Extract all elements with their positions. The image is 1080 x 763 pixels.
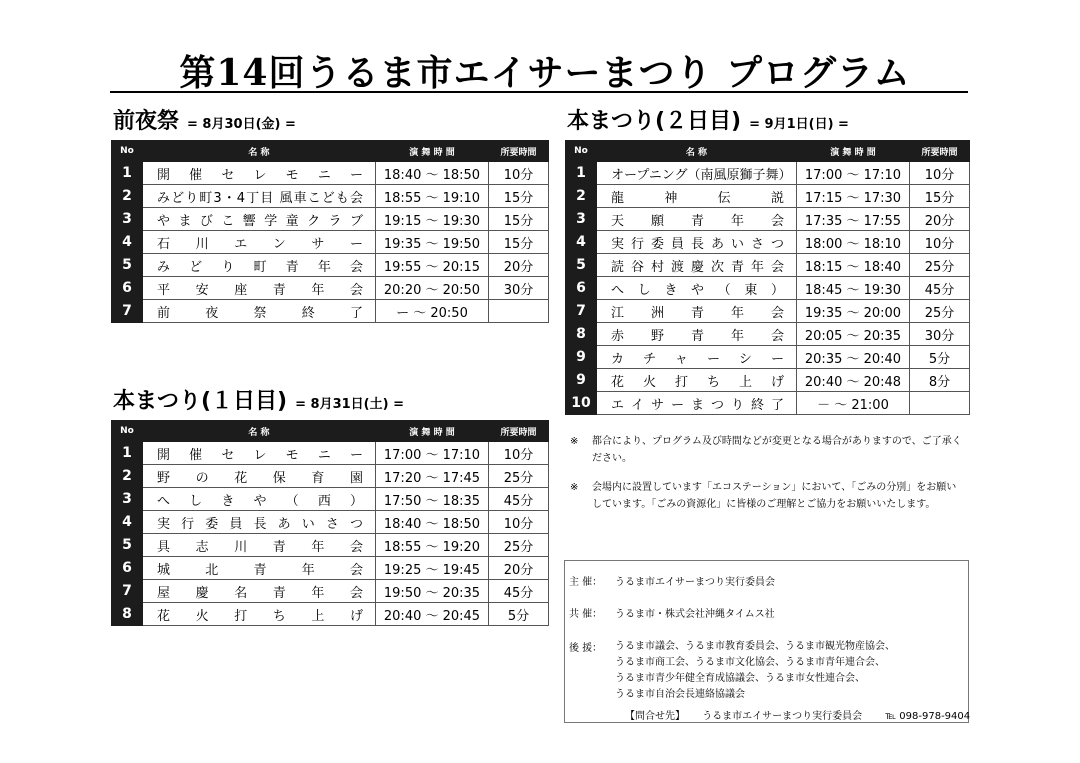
table-row <box>112 603 549 626</box>
duration: 20分 <box>489 557 549 580</box>
program-table-eve <box>111 140 549 323</box>
performance-time: 19:50 ～ 20:35 <box>376 580 489 603</box>
performer-name: 城北青年会 <box>143 557 376 580</box>
duration: 25分 <box>489 465 549 488</box>
duration: 10分 <box>910 231 970 254</box>
contact-label: 【問合せ先】 <box>625 711 685 722</box>
duration: 5分 <box>910 346 970 369</box>
table-row <box>112 488 549 511</box>
duration: 10分 <box>489 442 549 465</box>
sponsor-info-box <box>564 560 969 723</box>
performance-time: 17:00 ～ 17:10 <box>376 442 489 465</box>
note-mark: ※ <box>570 482 579 493</box>
duration: 30分 <box>489 277 549 300</box>
performance-time: 19:35 ～ 20:00 <box>797 300 910 323</box>
performer-name: やまびこ響学童クラブ <box>143 208 376 231</box>
section-date: = 9月1日(日) = <box>749 117 849 132</box>
row-number: 1 <box>112 162 143 185</box>
organizer-value: うるま市エイサーまつり実行委員会 <box>615 577 775 588</box>
performance-time: 18:00 ～ 18:10 <box>797 231 910 254</box>
duration: 20分 <box>910 208 970 231</box>
performer-name: 天願青年会 <box>597 208 797 231</box>
section-date: = 8月31日(土) = <box>295 397 404 412</box>
duration: 45分 <box>489 488 549 511</box>
row-number: 8 <box>566 323 597 346</box>
duration: 15分 <box>489 185 549 208</box>
performance-time: 17:50 ～ 18:35 <box>376 488 489 511</box>
row-number: 2 <box>112 185 143 208</box>
duration: 10分 <box>489 162 549 185</box>
page-title: 第14回うるま市エイサーまつり プログラム <box>179 52 911 94</box>
table-row <box>112 511 549 534</box>
row-number: 7 <box>566 300 597 323</box>
performer-name: エイサーまつり終了 <box>597 392 797 415</box>
row-number: 9 <box>566 369 597 392</box>
table-row <box>112 300 549 323</box>
row-number: 8 <box>112 603 143 626</box>
table-row <box>566 300 970 323</box>
duration: 30分 <box>910 323 970 346</box>
performance-time: 20:35 ～ 20:40 <box>797 346 910 369</box>
duration: 25分 <box>489 534 549 557</box>
support-line: うるま市青少年健全育成協議会、うるま市女性連合会、 <box>615 673 865 684</box>
performer-name: カチャーシー <box>597 346 797 369</box>
contact-org: うるま市エイサーまつり実行委員会 <box>702 711 863 722</box>
duration: 45分 <box>910 277 970 300</box>
organizer-label: 主 催： <box>569 577 603 588</box>
performance-time: 18:40 ～ 18:50 <box>376 511 489 534</box>
performance-time: 19:25 ～ 19:45 <box>376 557 489 580</box>
performer-name: みどり町青年会 <box>143 254 376 277</box>
table-row <box>112 277 549 300</box>
table-row <box>112 231 549 254</box>
performance-time: 18:55 ～ 19:10 <box>376 185 489 208</box>
support-line: うるま市自治会長連絡協議会 <box>615 689 745 700</box>
performance-time: 17:15 ～ 17:30 <box>797 185 910 208</box>
duration: 15分 <box>489 231 549 254</box>
row-number: 4 <box>112 511 143 534</box>
title-underline <box>110 91 968 93</box>
performer-name: 前夜祭終了 <box>143 300 376 323</box>
table-row <box>566 346 970 369</box>
table-row <box>112 208 549 231</box>
performance-time: 19:15 ～ 19:30 <box>376 208 489 231</box>
duration: 5分 <box>489 603 549 626</box>
table-row <box>566 392 970 415</box>
column-header-no: No <box>112 421 143 442</box>
performer-name: 読谷村渡慶次青年会 <box>597 254 797 277</box>
section-title: 本まつり(２日目) <box>567 109 742 134</box>
duration: 45分 <box>489 580 549 603</box>
performer-name: 開催セレモニー <box>143 442 376 465</box>
table-row <box>566 277 970 300</box>
row-number: 3 <box>112 488 143 511</box>
row-number: 2 <box>112 465 143 488</box>
performance-time: ー ～ 20:50 <box>376 300 489 323</box>
note-text: 会場内に設置しています「エコステーション」において、「ごみの分別」をお願いしています。「ごみの資源化」に皆様のご理解とご協力をお願いいたします。 <box>592 482 957 510</box>
performance-time: 20:40 ～ 20:48 <box>797 369 910 392</box>
row-number: 5 <box>112 254 143 277</box>
duration <box>910 392 970 415</box>
duration: 8分 <box>910 369 970 392</box>
table-header-row <box>566 141 970 162</box>
row-number: 3 <box>566 208 597 231</box>
section-title: 前夜祭 <box>113 109 180 134</box>
duration <box>489 300 549 323</box>
table-row <box>112 442 549 465</box>
table-header-row <box>112 421 549 442</box>
duration: 25分 <box>910 300 970 323</box>
row-number: 5 <box>566 254 597 277</box>
column-header-name: 名 称 <box>143 421 376 442</box>
performer-name: 赤野青年会 <box>597 323 797 346</box>
row-number: 6 <box>566 277 597 300</box>
column-header-name: 名 称 <box>143 141 376 162</box>
table-row <box>112 162 549 185</box>
support-list <box>615 639 895 703</box>
duration: 10分 <box>489 511 549 534</box>
performance-time: 20:05 ～ 20:35 <box>797 323 910 346</box>
performance-time: 18:45 ～ 19:30 <box>797 277 910 300</box>
row-number: 4 <box>112 231 143 254</box>
table-row <box>566 231 970 254</box>
performance-time: － ～ 21:00 <box>797 392 910 415</box>
organizer-row <box>569 573 775 588</box>
performer-name: 江洲青年会 <box>597 300 797 323</box>
program-table-day1 <box>111 420 549 626</box>
performance-time: 18:40 ～ 18:50 <box>376 162 489 185</box>
table-row <box>112 465 549 488</box>
performer-name: 屋慶名青年会 <box>143 580 376 603</box>
table-row <box>112 534 549 557</box>
column-header-dur: 所要時間 <box>910 141 970 162</box>
row-number: 1 <box>566 162 597 185</box>
performer-name: へしきや（西） <box>143 488 376 511</box>
performance-time: 20:20 ～ 20:50 <box>376 277 489 300</box>
duration: 15分 <box>910 185 970 208</box>
duration: 20分 <box>489 254 549 277</box>
row-number: 6 <box>112 557 143 580</box>
performer-name: 石川エンサー <box>143 231 376 254</box>
performer-name: 具志川青年会 <box>143 534 376 557</box>
table-header-row <box>112 141 549 162</box>
column-header-dur: 所要時間 <box>489 141 549 162</box>
performance-time: 17:20 ～ 17:45 <box>376 465 489 488</box>
section-heading-day1 <box>113 384 404 415</box>
row-number: 10 <box>566 392 597 415</box>
section-date: = 8月30日(金) = <box>187 117 296 132</box>
cohost-label: 共 催： <box>569 609 603 620</box>
performer-name: 実行委員長あいさつ <box>143 511 376 534</box>
table-row <box>566 208 970 231</box>
row-number: 2 <box>566 185 597 208</box>
table-row <box>566 185 970 208</box>
table-row <box>112 254 549 277</box>
cohost-value: うるま市・株式会社沖縄タイムス社 <box>615 609 775 620</box>
performance-time: 18:15 ～ 18:40 <box>797 254 910 277</box>
support-line: うるま市商工会、うるま市文化協会、うるま市青年連合会、 <box>615 657 885 668</box>
row-number: 3 <box>112 208 143 231</box>
section-heading-day2 <box>567 104 849 135</box>
performance-time: 19:35 ～ 19:50 <box>376 231 489 254</box>
note-item <box>570 479 965 513</box>
performer-name: 花火打ち上げ <box>143 603 376 626</box>
table-row <box>112 557 549 580</box>
row-number: 4 <box>566 231 597 254</box>
column-header-name: 名 称 <box>597 141 797 162</box>
column-header-no: No <box>566 141 597 162</box>
performance-time: 17:35 ～ 17:55 <box>797 208 910 231</box>
row-number: 7 <box>112 300 143 323</box>
contact-row <box>625 707 970 722</box>
performer-name: 野の花保育園 <box>143 465 376 488</box>
performance-time: 19:55 ～ 20:15 <box>376 254 489 277</box>
cohost-row <box>569 605 775 620</box>
column-header-dur: 所要時間 <box>489 421 549 442</box>
section-heading-eve <box>113 104 296 135</box>
note-item <box>570 433 965 467</box>
support-line: うるま市議会、うるま市教育委員会、うるま市観光物産協会、 <box>615 641 895 652</box>
duration: 15分 <box>489 208 549 231</box>
performer-name: 平安座青年会 <box>143 277 376 300</box>
table-row <box>112 580 549 603</box>
duration: 10分 <box>910 162 970 185</box>
note-mark: ※ <box>570 436 579 447</box>
table-row <box>566 254 970 277</box>
support-label: 後 援： <box>569 643 603 654</box>
contact-tel: ℡ 098-978-9404 <box>885 711 971 722</box>
table-row <box>566 162 970 185</box>
notes <box>570 433 965 525</box>
row-number: 5 <box>112 534 143 557</box>
performer-name: 実行委員長あいさつ <box>597 231 797 254</box>
row-number: 6 <box>112 277 143 300</box>
column-header-time: 演 舞 時 間 <box>376 141 489 162</box>
performer-name: 開催セレモニー <box>143 162 376 185</box>
performer-name: 花火打ち上げ <box>597 369 797 392</box>
performer-name: みどり町3・4丁目 風車こども会 <box>143 185 376 208</box>
table-row <box>566 323 970 346</box>
row-number: 7 <box>112 580 143 603</box>
row-number: 1 <box>112 442 143 465</box>
program-table-day2 <box>565 140 970 415</box>
performer-name: オープニング（南風原獅子舞） <box>597 162 797 185</box>
column-header-time: 演 舞 時 間 <box>797 141 910 162</box>
table-row <box>112 185 549 208</box>
row-number: 9 <box>566 346 597 369</box>
section-title: 本まつり(１日目) <box>113 389 288 414</box>
column-header-time: 演 舞 時 間 <box>376 421 489 442</box>
performer-name: 龍神伝説 <box>597 185 797 208</box>
duration: 25分 <box>910 254 970 277</box>
table-row <box>566 369 970 392</box>
performer-name: へしきや（東） <box>597 277 797 300</box>
performance-time: 17:00 ～ 17:10 <box>797 162 910 185</box>
note-text: 都合により、プログラム及び時間などが変更となる場合がありますので、ご了承ください。 <box>592 436 962 464</box>
performance-time: 18:55 ～ 19:20 <box>376 534 489 557</box>
column-header-no: No <box>112 141 143 162</box>
performance-time: 20:40 ～ 20:45 <box>376 603 489 626</box>
